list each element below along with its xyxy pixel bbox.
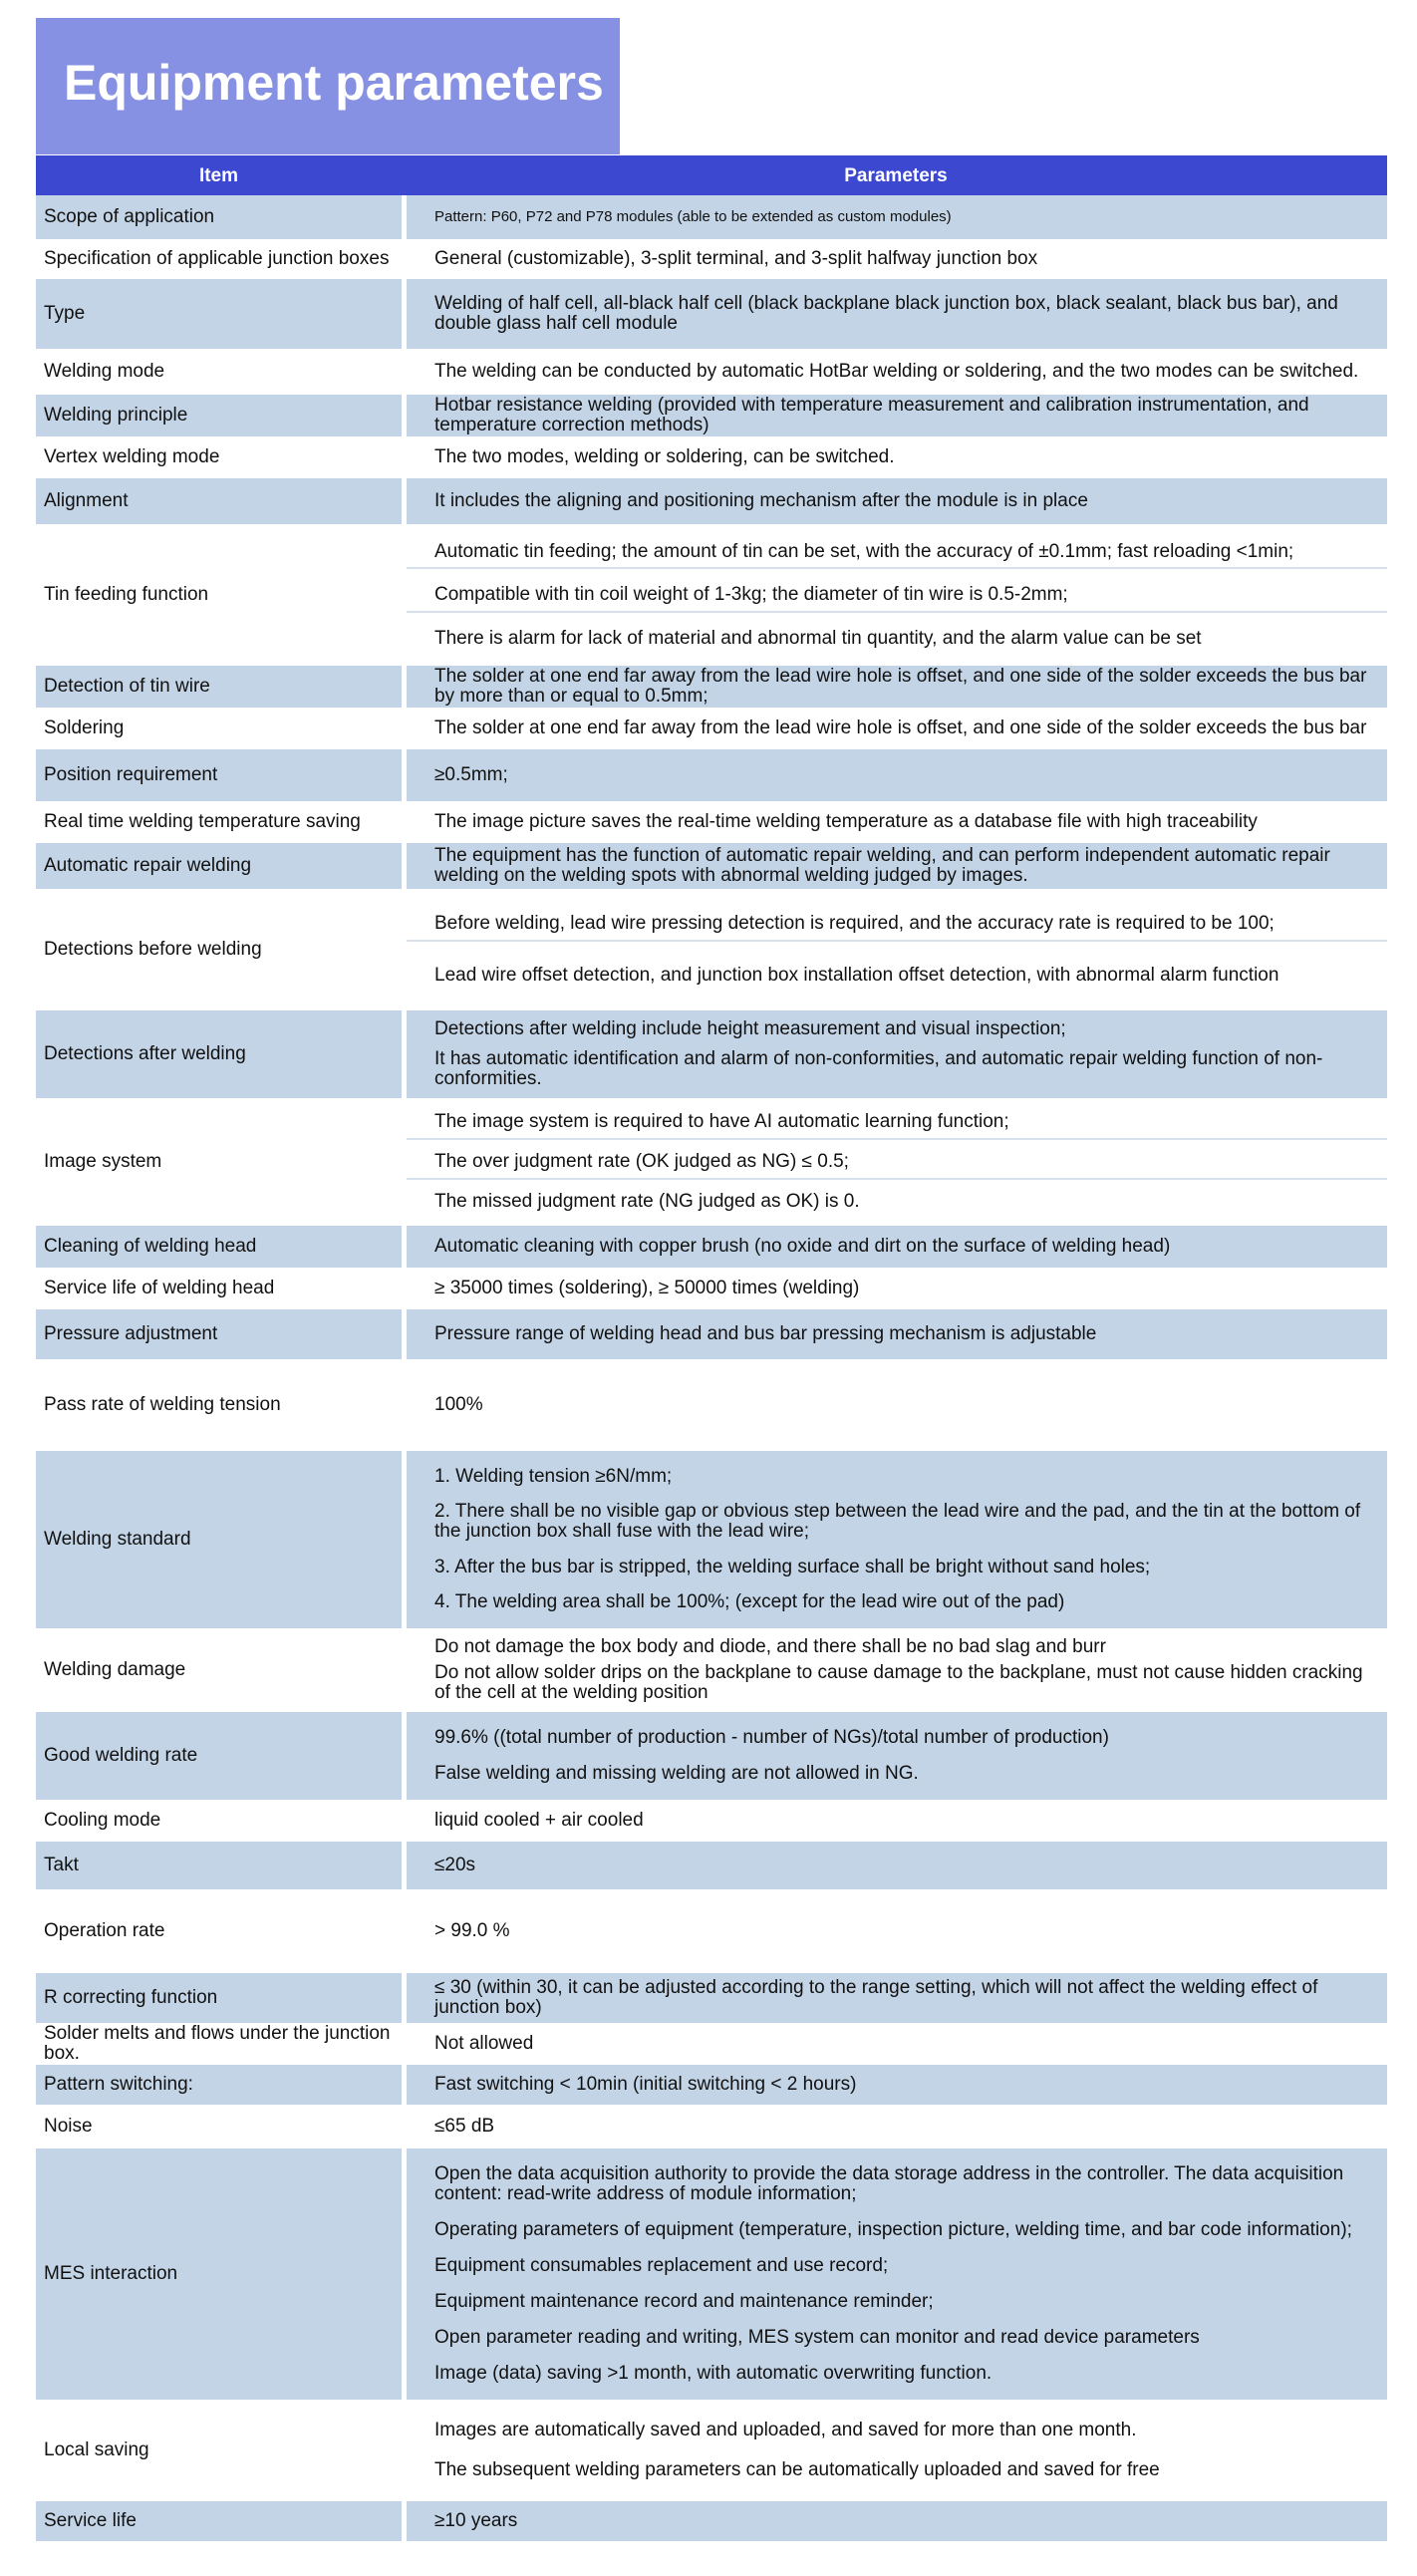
parameter-text: The equipment has the function of automatic repair welding, and can perform independent automatic repair welding on the welding spots with abnormal welding judged by images.: [434, 845, 1330, 886]
parameter-text: Do not damage the box body and diode, and there shall be no bad slag and burr: [434, 1635, 1106, 1657]
parameter-text: 99.6% ((total number of production - number of NGs)/total number of production): [434, 1727, 1109, 1749]
parameter-cell: [407, 351, 1387, 393]
item-label: MES interaction: [36, 2148, 402, 2400]
table-row: [36, 1361, 1387, 1449]
table-row: [36, 438, 1387, 476]
parameter-cell: [407, 803, 1387, 841]
table-row: [36, 2025, 1387, 2063]
parameter-cell: [407, 2402, 1387, 2499]
parameter-cell: [407, 666, 1387, 708]
parameter-text: 4. The welding area shall be 100%; (except for the lead wire out of the pad): [434, 1591, 1065, 1613]
item-label: Welding standard: [36, 1451, 402, 1628]
parameter-cell: [407, 1630, 1387, 1710]
parameter-text: Detections after welding include height measurement and visual inspection;: [434, 1018, 1066, 1040]
parameter-text: Do not allow solder drips on the backplane to cause damage to the backplane, must not cause hidden cracking of the cell at the welding position: [434, 1662, 1363, 1704]
parameter-text: The subsequent welding parameters can be automatically uploaded and saved for free: [434, 2458, 1160, 2480]
parameter-cell: [407, 1973, 1387, 2023]
parameter-cell: [407, 478, 1387, 524]
parameter-text: Open the data acquisition authority to provide the data storage address in the controller. The data acquisition content: read-write address of module information;: [434, 2163, 1344, 2204]
parameter-text: False welding and missing welding are not allowed in NG.: [434, 1763, 919, 1784]
table-row: [36, 2148, 1387, 2400]
header-item: Item: [198, 165, 239, 186]
parameter-text: Automatic cleaning with copper brush (no oxide and dirt on the surface of welding head): [434, 1236, 1171, 1258]
parameter-cell: [407, 1842, 1387, 1889]
table-row: [36, 1973, 1387, 2023]
parameter-cell: [407, 279, 1387, 349]
parameter-cell: [407, 1270, 1387, 1307]
parameter-text: It has automatic identification and alarm of non-conformities, and automatic repair welding function of non-conformities.: [434, 1047, 1323, 1089]
parameter-text: Compatible with tin coil weight of 1-3kg; the diameter of tin wire is 0.5-2mm;: [407, 585, 1387, 613]
parameter-text: 1. Welding tension ≥6N/mm;: [434, 1465, 673, 1487]
parameter-cell: [407, 1891, 1387, 1971]
parameter-text: Pattern: P60, P72 and P78 modules (able to be extended as custom modules): [434, 208, 952, 226]
parameter-text: Automatic tin feeding; the amount of tin can be set, with the accuracy of ±0.1mm; fast reloading <1min;: [407, 542, 1387, 570]
parameter-text: Not allowed: [434, 2033, 534, 2055]
parameter-cell: [407, 2501, 1387, 2541]
parameter-cell: [407, 1010, 1387, 1098]
item-label: Cooling mode: [44, 1810, 161, 1832]
table-row: [36, 526, 1387, 664]
parameter-cell: [407, 1309, 1387, 1359]
item-label: Type: [36, 279, 402, 349]
parameter-text: General (customizable), 3-split terminal, and 3-split halfway junction box: [434, 248, 1038, 270]
item-label: Pattern switching:: [36, 2065, 402, 2105]
parameter-text: There is alarm for lack of material and abnormal tin quantity, and the alarm value can be set: [434, 627, 1202, 649]
item-label: Specification of applicable junction boxes: [44, 248, 390, 270]
parameter-cell: [407, 1451, 1387, 1628]
item-label: Operation rate: [44, 1920, 165, 1942]
item-label: R correcting function: [36, 1973, 402, 2023]
item-label: Image system: [44, 1151, 162, 1173]
item-label: Vertex welding mode: [44, 446, 220, 468]
item-label: Real time welding temperature saving: [44, 811, 361, 833]
item-label: Welding damage: [44, 1659, 186, 1681]
item-label: Takt: [36, 1842, 402, 1889]
item-label: Solder melts and flows under the junction box.: [44, 2023, 391, 2064]
item-label: Good welding rate: [36, 1712, 402, 1800]
parameter-text: Images are automatically saved and uploaded, and saved for more than one month.: [434, 2420, 1137, 2441]
table-row: [36, 1842, 1387, 1889]
parameter-text: liquid cooled + air cooled: [434, 1810, 644, 1832]
table-row: [36, 1630, 1387, 1710]
item-label: Alignment: [36, 478, 402, 524]
parameter-cell: [407, 526, 1387, 664]
table-row: [36, 803, 1387, 841]
parameter-cell: [407, 749, 1387, 801]
parameter-text: Fast switching < 10min (initial switching < 2 hours): [434, 2074, 857, 2096]
item-label: Welding mode: [44, 361, 165, 383]
table-row: [36, 1309, 1387, 1359]
parameter-cell: [407, 1802, 1387, 1840]
parameter-text: Operating parameters of equipment (temperature, inspection picture, welding time, and bar code information);: [434, 2219, 1352, 2240]
item-label: Soldering: [44, 717, 125, 739]
item-label: Service life of welding head: [44, 1278, 275, 1299]
table-row: [36, 2107, 1387, 2147]
parameter-text: ≥ 35000 times (soldering), ≥ 50000 times (welding): [434, 1278, 860, 1299]
table-row: [36, 1802, 1387, 1840]
parameter-cell: [407, 2065, 1387, 2105]
parameter-text: 2. There shall be no visible gap or obvious step between the lead wire and the pad, and the tin at the bottom of the junction box shall fuse with the lead wire;: [434, 1501, 1361, 1543]
table-row: [36, 2402, 1387, 2499]
parameter-text: Image (data) saving >1 month, with automatic overwriting function.: [434, 2363, 992, 2384]
item-label: Tin feeding function: [44, 584, 209, 606]
parameter-text: The solder at one end far away from the lead wire hole is offset, and one side of the solder exceeds the bus bar by more than or equal to 0.5mm;: [434, 666, 1367, 707]
parameter-cell: [407, 1226, 1387, 1268]
table-header: [36, 155, 1387, 195]
table-row: [36, 241, 1387, 277]
table-row: [36, 1270, 1387, 1307]
parameter-cell: [407, 241, 1387, 277]
item-label: Detections after welding: [36, 1010, 402, 1098]
parameter-text: ≤20s: [434, 1855, 476, 1876]
parameter-cell: [407, 1712, 1387, 1800]
parameter-text: Hotbar resistance welding (provided with temperature measurement and calibration instrumentation, and temperature correction methods): [434, 395, 1309, 435]
parameter-text: The solder at one end far away from the lead wire hole is offset, and one side of the solder exceeds the bus bar: [434, 717, 1367, 739]
parameter-text: > 99.0 %: [434, 1920, 510, 1942]
table-row: [36, 279, 1387, 349]
parameter-text: ≤ 30 (within 30, it can be adjusted according to the range setting, which will not affect the welding effect of junction box): [434, 1977, 1318, 2018]
parameter-cell: [407, 843, 1387, 889]
parameter-text: The image picture saves the real-time welding temperature as a database file with high traceability: [434, 811, 1258, 833]
item-label: Noise: [44, 2116, 93, 2138]
parameter-text: 3. After the bus bar is stripped, the welding surface shall be bright without sand holes;: [434, 1556, 1151, 1577]
parameter-text: ≥10 years: [434, 2510, 518, 2532]
item-label: Automatic repair welding: [36, 843, 402, 889]
parameter-cell: [407, 891, 1387, 1008]
table-row: [36, 2501, 1387, 2541]
parameter-text: Pressure range of welding head and bus bar pressing mechanism is adjustable: [434, 1323, 1097, 1345]
table-row: [36, 749, 1387, 801]
parameter-text: ≥0.5mm;: [434, 764, 508, 786]
item-label: Position requirement: [36, 749, 402, 801]
parameter-cell: [407, 395, 1387, 436]
table-row: [36, 843, 1387, 889]
table-row: [36, 351, 1387, 393]
parameter-text: Equipment consumables replacement and use record;: [434, 2255, 889, 2276]
parameter-text: The image system is required to have AI automatic learning function;: [407, 1112, 1387, 1140]
parameter-cell: [407, 2025, 1387, 2063]
parameter-text: Open parameter reading and writing, MES system can monitor and read device parameters: [434, 2327, 1200, 2348]
item-label: Welding principle: [36, 395, 402, 436]
parameter-text: It includes the aligning and positioning mechanism after the module is in place: [434, 490, 1088, 512]
table-row: [36, 1712, 1387, 1800]
parameter-cell: [407, 1361, 1387, 1449]
table-row: [36, 1451, 1387, 1628]
header-parameters: Parameters: [844, 165, 948, 186]
parameter-text: The over judgment rate (OK judged as NG) ≤ 0.5;: [407, 1152, 1387, 1180]
item-label: Local saving: [44, 2439, 149, 2461]
item-label: Detections before welding: [44, 939, 262, 961]
parameter-text: The missed judgment rate (NG judged as OK) is 0.: [434, 1191, 860, 1213]
parameter-text: The welding can be conducted by automatic HotBar welding or soldering, and the two modes can be switched.: [434, 361, 1359, 383]
item-label: Detection of tin wire: [36, 666, 402, 708]
parameter-cell: [407, 438, 1387, 476]
table-row: [36, 195, 1387, 239]
parameter-text: 100%: [434, 1394, 483, 1416]
parameter-text: Welding of half cell, all-black half cell (black backplane black junction box, black sealant, black bus bar), and double glass half cell module: [434, 293, 1338, 334]
item-label: Cleaning of welding head: [36, 1226, 402, 1268]
parameter-text: Before welding, lead wire pressing detection is required, and the accuracy rate is required to be 100;: [407, 914, 1387, 942]
table-row: [36, 891, 1387, 1008]
table-row: [36, 1100, 1387, 1224]
item-label: Pass rate of welding tension: [44, 1394, 281, 1416]
table-row: [36, 478, 1387, 524]
table-row: [36, 395, 1387, 436]
parameter-cell: [407, 195, 1387, 239]
parameter-text: Lead wire offset detection, and junction box installation offset detection, with abnormal alarm function: [434, 964, 1279, 986]
title-banner: [36, 18, 620, 154]
parameter-cell: [407, 2107, 1387, 2147]
table-row: [36, 710, 1387, 747]
parameter-text: ≤65 dB: [434, 2116, 495, 2138]
parameter-text: Equipment maintenance record and maintenance reminder;: [434, 2291, 934, 2312]
table-row: [36, 1226, 1387, 1268]
item-label: Scope of application: [36, 195, 402, 239]
table-row: [36, 1891, 1387, 1971]
table-row: [36, 666, 1387, 708]
parameter-cell: [407, 710, 1387, 747]
page-title: Equipment parameters: [64, 55, 604, 111]
parameter-text: The two modes, welding or soldering, can be switched.: [434, 446, 895, 468]
parameter-cell: [407, 1100, 1387, 1224]
item-label: Pressure adjustment: [36, 1309, 402, 1359]
table-row: [36, 1010, 1387, 1098]
item-label: Service life: [36, 2501, 402, 2541]
parameter-cell: [407, 2148, 1387, 2400]
table-row: [36, 2065, 1387, 2105]
